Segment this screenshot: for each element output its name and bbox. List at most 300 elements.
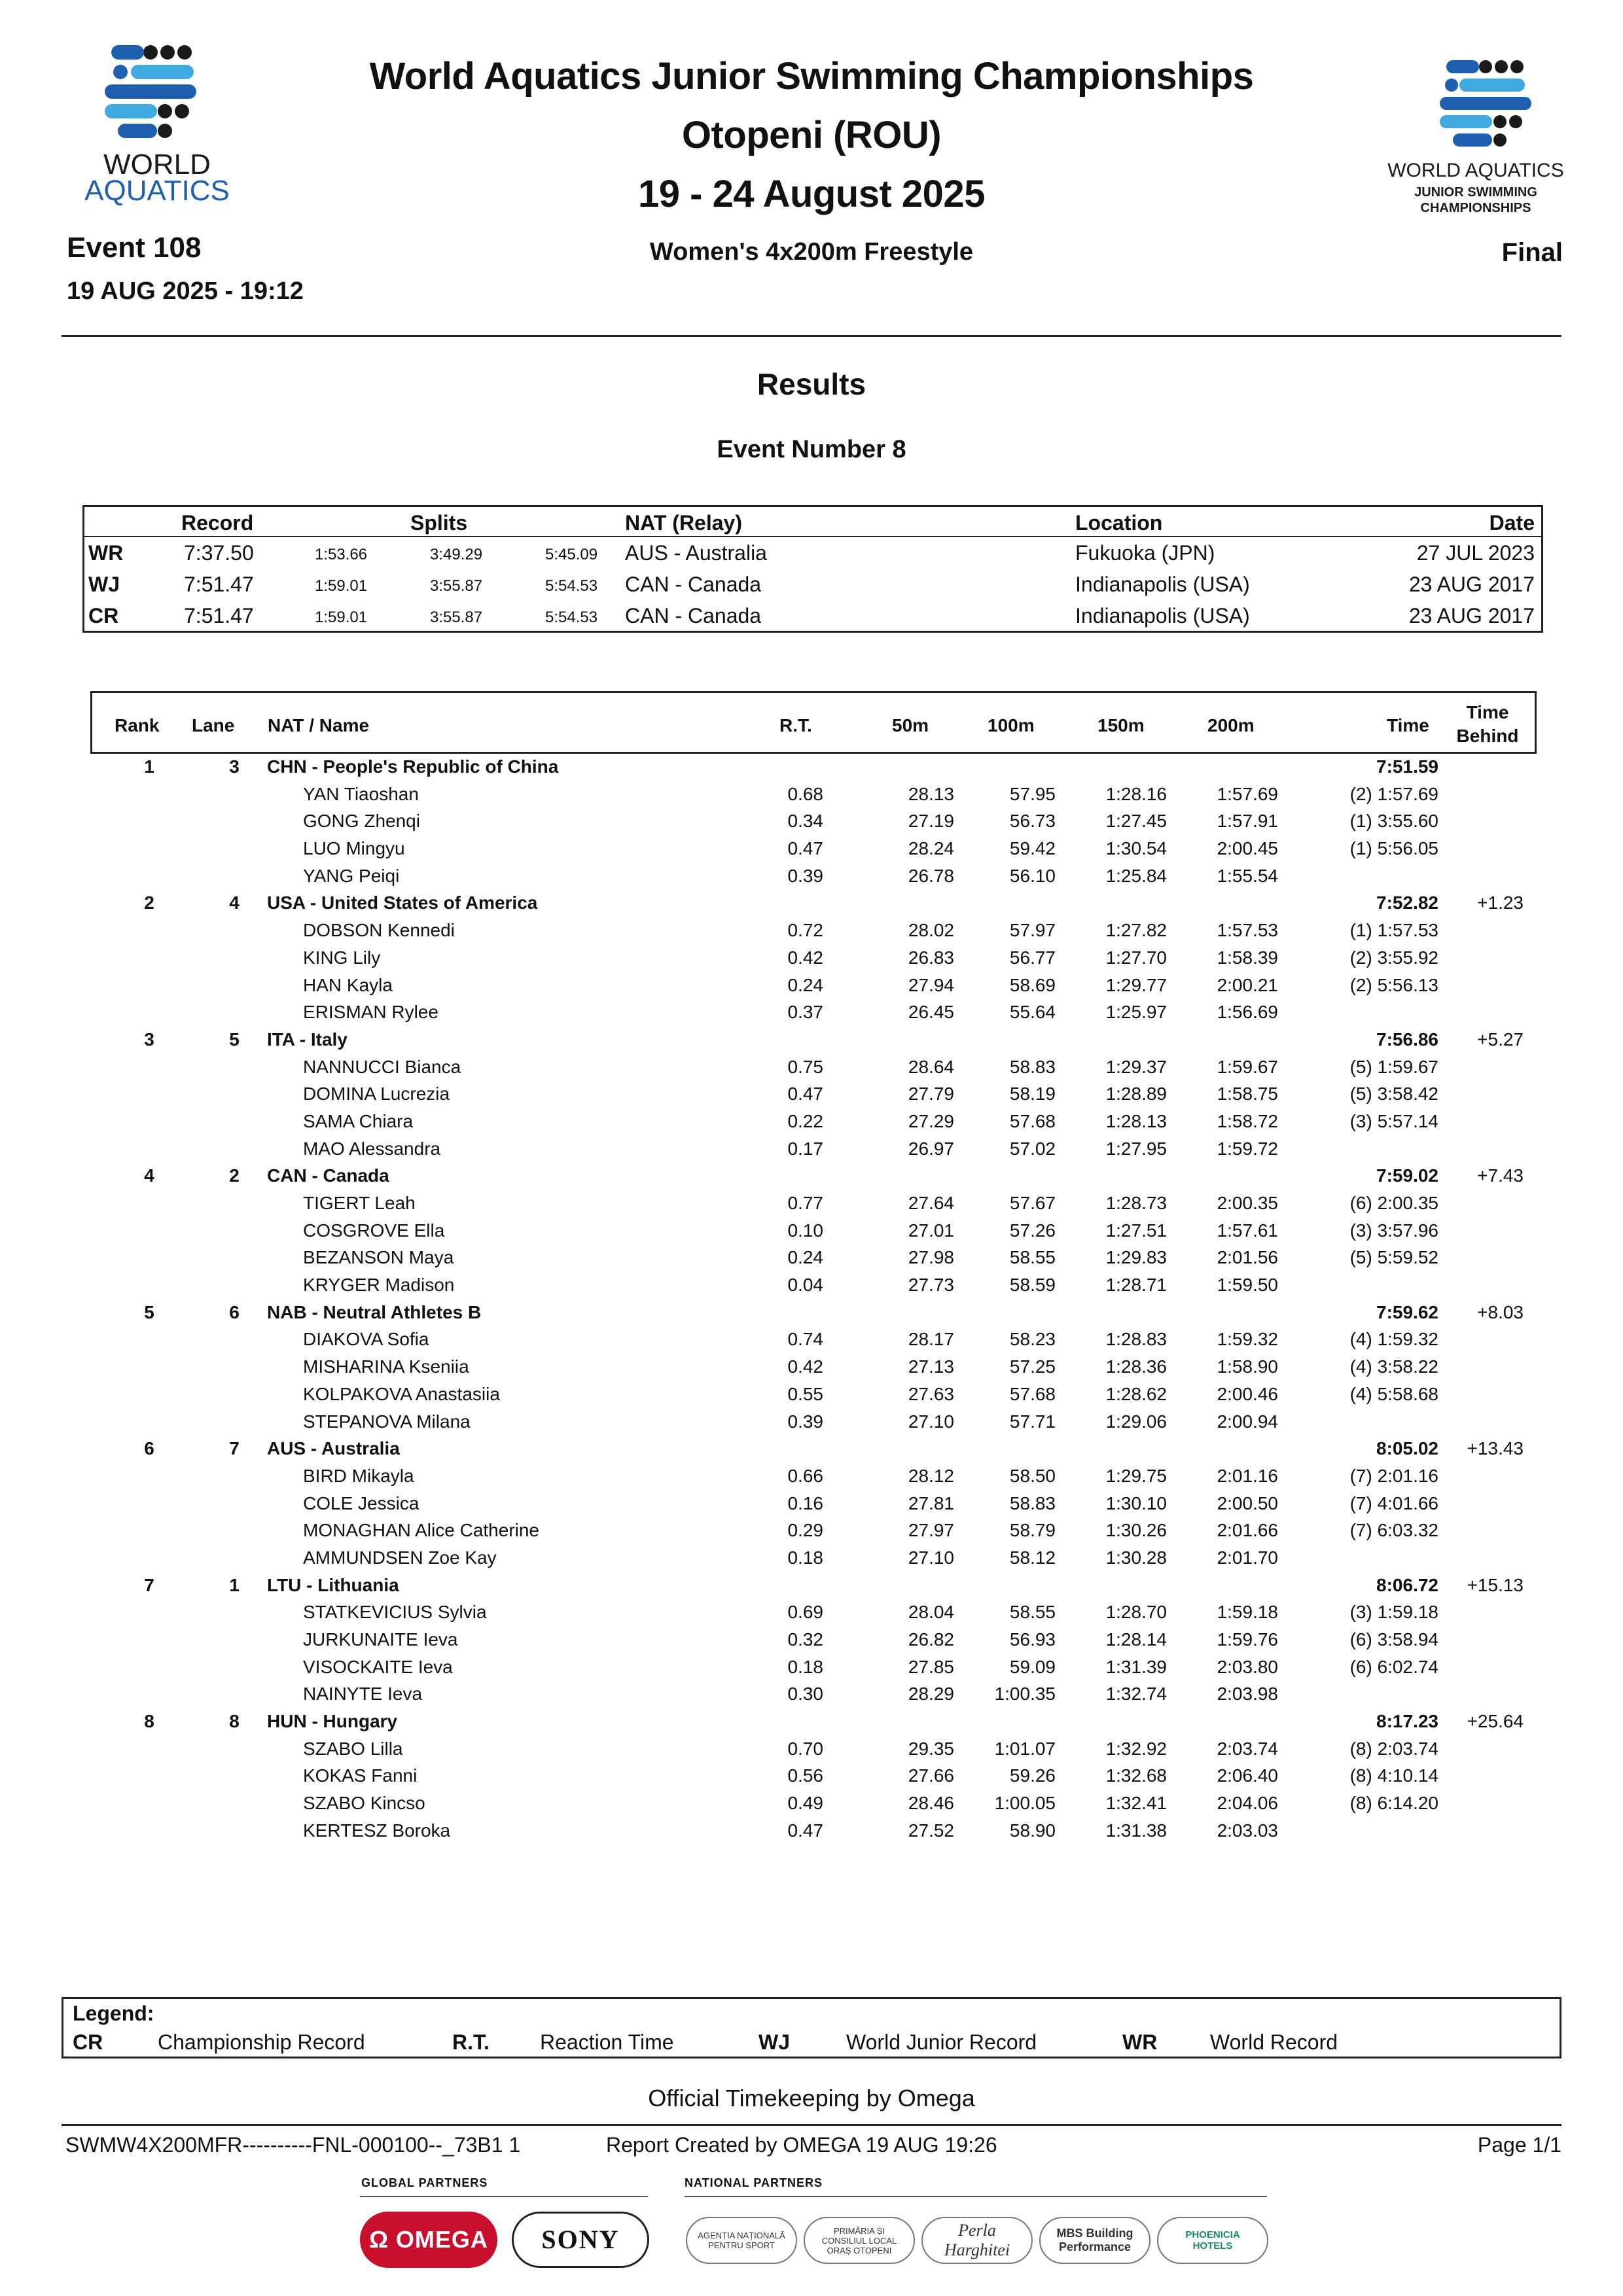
split-m100: 58.50 — [1009, 1465, 1056, 1486]
swimmer-row — [90, 1599, 1537, 1627]
split-m200: 2:06.40 — [1217, 1765, 1278, 1786]
split-m50: 27.63 — [908, 1383, 954, 1404]
header-rt: R.T. — [779, 715, 812, 735]
team-row — [90, 1163, 1537, 1190]
document-code: SWMW4X200MFR----------FNL-000100--_73B1 1 — [65, 2133, 521, 2157]
records-header-nat: NAT (Relay) — [625, 511, 742, 535]
cumulative-time: (6) 6:02.74 — [1349, 1656, 1438, 1677]
split-m100: 56.73 — [1009, 811, 1056, 832]
split-m50: 27.10 — [908, 1547, 954, 1568]
logo-text-world-aquatics: WORLD AQUATICS — [1387, 160, 1564, 181]
team-time-behind: +25.64 — [1467, 1711, 1524, 1732]
split-m200: 1:58.39 — [1217, 947, 1278, 968]
swimmer-name: LUO Mingyu — [303, 838, 405, 859]
legend-code: R.T. — [452, 2030, 490, 2054]
national-partner-mbs-logo: MBS Building Performance — [1039, 2217, 1150, 2264]
record-code: CR — [88, 604, 119, 627]
team-rank: 2 — [144, 892, 154, 913]
swimmer-row — [90, 1491, 1537, 1518]
cumulative-time: (3) 3:57.96 — [1349, 1220, 1438, 1241]
split-m150: 1:28.89 — [1105, 1084, 1167, 1104]
swimmer-name: KRYGER Madison — [303, 1275, 455, 1296]
split-m50: 28.24 — [908, 838, 954, 859]
team-rank: 3 — [144, 1029, 154, 1050]
split-m200: 2:01.56 — [1217, 1247, 1278, 1268]
record-time: 7:37.50 — [184, 541, 254, 565]
record-row — [84, 537, 1541, 569]
split-m150: 1:28.36 — [1105, 1356, 1167, 1377]
team-lane: 1 — [229, 1574, 240, 1595]
cumulative-time: (5) 5:59.52 — [1349, 1247, 1438, 1268]
cumulative-time: (8) 6:14.20 — [1349, 1793, 1438, 1814]
team-nat: CHN - People's Republic of China — [267, 756, 559, 777]
split-m200: 1:58.90 — [1217, 1356, 1278, 1377]
cumulative-time: (1) 5:56.05 — [1349, 838, 1438, 859]
split-m200: 2:00.46 — [1217, 1383, 1278, 1404]
header-50m: 50m — [892, 715, 929, 735]
split-m150: 1:28.73 — [1105, 1193, 1167, 1213]
records-header-splits: Splits — [410, 511, 468, 535]
split-m100: 57.95 — [1009, 783, 1056, 804]
split-m150: 1:29.77 — [1105, 974, 1167, 995]
cumulative-time: (7) 4:01.66 — [1349, 1492, 1438, 1513]
results-table-header — [90, 691, 1537, 754]
records-table — [82, 505, 1543, 633]
results-table-body — [90, 754, 1537, 1845]
split-rt: 0.72 — [787, 920, 823, 941]
split-m100: 59.09 — [1009, 1656, 1056, 1677]
swimmer-row — [90, 1545, 1537, 1572]
split-rt: 0.39 — [787, 865, 823, 886]
split-m150: 1:28.70 — [1105, 1602, 1167, 1623]
split-m100: 57.67 — [1009, 1193, 1056, 1213]
legend-label: World Junior Record — [846, 2030, 1037, 2054]
team-time-behind: +7.43 — [1477, 1165, 1524, 1186]
split-m200: 1:57.69 — [1217, 783, 1278, 804]
swimmer-row — [90, 945, 1537, 972]
swimmer-row — [90, 1108, 1537, 1136]
split-m50: 28.02 — [908, 920, 954, 941]
split-m150: 1:28.71 — [1105, 1275, 1167, 1296]
split-m50: 27.64 — [908, 1193, 954, 1213]
cumulative-time: (2) 5:56.13 — [1349, 974, 1438, 995]
split-m50: 28.46 — [908, 1793, 954, 1814]
swimmer-name: NANNUCCI Bianca — [303, 1056, 461, 1077]
split-m200: 2:03.03 — [1217, 1820, 1278, 1841]
record-split-2: 3:49.29 — [430, 546, 483, 563]
header-lane: Lane — [192, 715, 235, 735]
swimmer-row — [90, 1326, 1537, 1354]
logo-text-aquatics: AQUATICS — [84, 175, 230, 207]
split-m50: 27.01 — [908, 1220, 954, 1241]
split-rt: 0.47 — [787, 838, 823, 859]
team-row — [90, 890, 1537, 917]
logo-text-junior: JUNIOR SWIMMING — [1414, 185, 1537, 200]
record-nat: CAN - Canada — [625, 604, 762, 627]
swimmer-row — [90, 1081, 1537, 1108]
split-rt: 0.66 — [787, 1465, 823, 1486]
logo-dots-icon — [105, 45, 196, 138]
split-rt: 0.39 — [787, 1411, 823, 1432]
split-m150: 1:29.75 — [1105, 1465, 1167, 1486]
record-location: Indianapolis (USA) — [1075, 573, 1250, 596]
swimmer-name: KERTESZ Boroka — [303, 1820, 451, 1841]
swimmer-row — [90, 1136, 1537, 1163]
swimmer-row — [90, 1654, 1537, 1682]
records-header-row — [84, 507, 1541, 537]
cumulative-time: (4) 5:58.68 — [1349, 1383, 1438, 1404]
record-location: Indianapolis (USA) — [1075, 604, 1250, 627]
event-number-heading: Event Number 8 — [717, 436, 906, 463]
swimmer-row — [90, 1190, 1537, 1218]
national-partners-label: NATIONAL PARTNERS — [685, 2176, 823, 2189]
split-m50: 28.17 — [908, 1329, 954, 1350]
split-m200: 2:01.16 — [1217, 1465, 1278, 1486]
team-row — [90, 1299, 1537, 1327]
record-nat: AUS - Australia — [625, 541, 767, 565]
swimmer-name: KOLPAKOVA Anastasiia — [303, 1383, 500, 1404]
team-time: 7:59.62 — [1376, 1301, 1438, 1322]
split-m100: 58.90 — [1009, 1820, 1056, 1841]
split-m200: 1:57.53 — [1217, 920, 1278, 941]
team-time: 8:06.72 — [1376, 1574, 1438, 1595]
header-time: Time — [1387, 715, 1429, 735]
record-date: 23 AUG 2017 — [1408, 573, 1535, 596]
cumulative-time: (6) 2:00.35 — [1349, 1193, 1438, 1213]
record-row — [84, 600, 1541, 631]
split-rt: 0.32 — [787, 1629, 823, 1650]
split-m50: 26.97 — [908, 1138, 954, 1159]
cumulative-time: (4) 3:58.22 — [1349, 1356, 1438, 1377]
cumulative-time: (1) 3:55.60 — [1349, 811, 1438, 832]
team-rank: 7 — [144, 1574, 154, 1595]
swimmer-name: TIGERT Leah — [303, 1193, 416, 1213]
record-split-2: 3:55.87 — [430, 609, 483, 626]
swimmer-name: SAMA Chiara — [303, 1110, 414, 1131]
cumulative-time: (1) 1:57.53 — [1349, 920, 1438, 941]
split-m150: 1:27.45 — [1105, 811, 1167, 832]
split-m100: 58.55 — [1009, 1602, 1056, 1623]
split-m150: 1:25.84 — [1105, 865, 1167, 886]
split-m50: 26.82 — [908, 1629, 954, 1650]
record-split-1: 1:59.01 — [315, 609, 368, 626]
event-name: Women's 4x200m Freestyle — [649, 238, 974, 266]
cumulative-time: (8) 4:10.14 — [1349, 1765, 1438, 1786]
split-m150: 1:28.62 — [1105, 1383, 1167, 1404]
split-m150: 1:32.74 — [1105, 1684, 1167, 1704]
swimmer-name: COSGROVE Ella — [303, 1220, 445, 1241]
split-m200: 1:59.67 — [1217, 1056, 1278, 1077]
swimmer-row — [90, 1409, 1537, 1436]
split-rt: 0.30 — [787, 1684, 823, 1704]
swimmer-row — [90, 1054, 1537, 1082]
split-m200: 2:00.50 — [1217, 1492, 1278, 1513]
split-rt: 0.55 — [787, 1383, 823, 1404]
swimmer-name: SZABO Lilla — [303, 1738, 403, 1759]
event-datetime: 19 AUG 2025 - 19:12 — [67, 277, 304, 305]
split-m200: 2:01.66 — [1217, 1520, 1278, 1541]
legend-label: Championship Record — [158, 2030, 365, 2054]
team-time-behind: +15.13 — [1467, 1574, 1524, 1595]
team-nat: LTU - Lithuania — [267, 1574, 399, 1595]
cumulative-time: (6) 3:58.94 — [1349, 1629, 1438, 1650]
split-m100: 58.55 — [1009, 1247, 1056, 1268]
swimmer-name: BIRD Mikayla — [303, 1465, 414, 1486]
swimmer-name: ERISMAN Rylee — [303, 1002, 438, 1023]
team-rank: 1 — [144, 756, 154, 777]
logo-text-championships: CHAMPIONSHIPS — [1420, 201, 1531, 215]
split-m50: 27.81 — [908, 1492, 954, 1513]
team-time-behind: +5.27 — [1477, 1029, 1524, 1050]
split-m50: 26.45 — [908, 1002, 954, 1023]
split-m150: 1:27.82 — [1105, 920, 1167, 941]
split-m150: 1:28.13 — [1105, 1110, 1167, 1131]
swimmer-name: NAINYTE Ieva — [303, 1684, 423, 1704]
swimmer-name: STEPANOVA Milana — [303, 1411, 471, 1432]
split-m150: 1:27.95 — [1105, 1138, 1167, 1159]
split-m150: 1:30.10 — [1105, 1492, 1167, 1513]
national-partner-ans-logo: AGENȚIA NAȚIONALĂ PENTRU SPORT — [686, 2217, 797, 2264]
split-m50: 29.35 — [908, 1738, 954, 1759]
split-m150: 1:31.39 — [1105, 1656, 1167, 1677]
swimmer-name: DIAKOVA Sofia — [303, 1329, 429, 1350]
split-m200: 2:00.21 — [1217, 974, 1278, 995]
report-created: Report Created by OMEGA 19 AUG 19:26 — [606, 2133, 997, 2157]
header-rank: Rank — [115, 715, 160, 735]
team-nat: AUS - Australia — [267, 1438, 400, 1459]
split-rt: 0.74 — [787, 1329, 823, 1350]
split-m150: 1:27.51 — [1105, 1220, 1167, 1241]
cumulative-time: (5) 1:59.67 — [1349, 1056, 1438, 1077]
record-split-2: 3:55.87 — [430, 577, 483, 595]
split-m100: 56.10 — [1009, 865, 1056, 886]
split-m50: 26.83 — [908, 947, 954, 968]
split-m150: 1:28.83 — [1105, 1329, 1167, 1350]
split-m100: 59.26 — [1009, 1765, 1056, 1786]
split-rt: 0.69 — [787, 1602, 823, 1623]
split-m50: 27.66 — [908, 1765, 954, 1786]
event-phase: Final — [1501, 238, 1563, 267]
split-m100: 56.93 — [1009, 1629, 1056, 1650]
team-row — [90, 1572, 1537, 1600]
swimmer-row — [90, 781, 1537, 809]
national-partner-perla-logo: Perla Harghitei — [921, 2217, 1033, 2264]
swimmer-name: DOMINA Lucrezia — [303, 1084, 450, 1104]
swimmer-row — [90, 808, 1537, 836]
swimmer-row — [90, 1736, 1537, 1763]
split-m200: 2:00.45 — [1217, 838, 1278, 859]
swimmer-row — [90, 1463, 1537, 1491]
team-time: 7:59.02 — [1376, 1165, 1438, 1186]
legend-title: Legend: — [73, 2002, 154, 2025]
junior-championships-logo-right — [1361, 59, 1590, 222]
record-split-3: 5:54.53 — [545, 609, 598, 626]
split-m200: 2:03.80 — [1217, 1656, 1278, 1677]
record-split-3: 5:45.09 — [545, 546, 598, 563]
split-m150: 1:25.97 — [1105, 1002, 1167, 1023]
team-time-behind: +8.03 — [1477, 1301, 1524, 1322]
record-nat: CAN - Canada — [625, 573, 762, 596]
global-partners-divider — [360, 2196, 648, 2197]
split-m100: 57.02 — [1009, 1138, 1056, 1159]
split-m100: 57.25 — [1009, 1356, 1056, 1377]
legend-label: Reaction Time — [540, 2030, 674, 2054]
split-m50: 27.29 — [908, 1110, 954, 1131]
team-nat: CAN - Canada — [267, 1165, 389, 1186]
split-m50: 28.13 — [908, 783, 954, 804]
swimmer-name: VISOCKAITE Ieva — [303, 1656, 453, 1677]
split-m200: 1:58.72 — [1217, 1110, 1278, 1131]
split-m100: 58.69 — [1009, 974, 1056, 995]
swimmer-name: MISHARINA Kseniia — [303, 1356, 469, 1377]
split-m200: 2:04.06 — [1217, 1793, 1278, 1814]
team-row — [90, 1708, 1537, 1736]
split-m200: 2:03.74 — [1217, 1738, 1278, 1759]
logo-dots-icon — [1440, 60, 1531, 147]
header-150m: 150m — [1097, 715, 1145, 735]
national-partner-otopeni-logo: PRIMĂRIA ȘI CONSILIUL LOCAL ORAȘ OTOPENI — [804, 2217, 915, 2264]
team-time: 8:17.23 — [1376, 1711, 1438, 1732]
swimmer-row — [90, 1818, 1537, 1845]
split-m100: 57.26 — [1009, 1220, 1056, 1241]
split-m150: 1:29.83 — [1105, 1247, 1167, 1268]
timekeeping-credit: Official Timekeeping by Omega — [648, 2085, 975, 2111]
team-nat: USA - United States of America — [267, 892, 538, 913]
sony-partner-logo: SONY — [512, 2212, 649, 2268]
team-nat: HUN - Hungary — [267, 1711, 398, 1732]
split-m100: 56.77 — [1009, 947, 1056, 968]
split-m50: 27.98 — [908, 1247, 954, 1268]
title-line-venue: Otopeni (ROU) — [681, 114, 942, 156]
cumulative-time: (3) 1:59.18 — [1349, 1602, 1438, 1623]
swimmer-name: AMMUNDSEN Zoe Kay — [303, 1547, 497, 1568]
team-lane: 3 — [229, 756, 240, 777]
split-rt: 0.24 — [787, 1247, 823, 1268]
split-m50: 27.94 — [908, 974, 954, 995]
split-m200: 2:00.35 — [1217, 1193, 1278, 1213]
team-time-behind: +13.43 — [1467, 1438, 1524, 1459]
records-header-date: Date — [1489, 511, 1535, 535]
swimmer-name: COLE Jessica — [303, 1492, 419, 1513]
swimmer-row — [90, 1681, 1537, 1708]
split-m200: 1:57.61 — [1217, 1220, 1278, 1241]
swimmer-name: YANG Peiqi — [303, 865, 400, 886]
cumulative-time: (5) 3:58.42 — [1349, 1084, 1438, 1104]
team-time: 8:05.02 — [1376, 1438, 1438, 1459]
split-m150: 1:30.28 — [1105, 1547, 1167, 1568]
legend-box — [62, 1997, 1561, 2058]
header-time-behind-2: Behind — [1456, 726, 1519, 746]
omega-partner-logo: Ω OMEGA — [360, 2212, 497, 2268]
split-m100: 55.64 — [1009, 1002, 1056, 1023]
records-header-record: Record — [181, 511, 254, 535]
split-rt: 0.70 — [787, 1738, 823, 1759]
split-m150: 1:28.14 — [1105, 1629, 1167, 1650]
split-m50: 28.64 — [908, 1056, 954, 1077]
team-row — [90, 1027, 1537, 1054]
swimmer-row — [90, 1218, 1537, 1245]
team-row — [90, 754, 1537, 781]
split-rt: 0.17 — [787, 1138, 823, 1159]
swimmer-name: STATKEVICIUS Sylvia — [303, 1602, 487, 1623]
split-m150: 1:28.16 — [1105, 783, 1167, 804]
swimmer-row — [90, 1245, 1537, 1272]
team-time: 7:56.86 — [1376, 1029, 1438, 1050]
split-rt: 0.24 — [787, 974, 823, 995]
split-rt: 0.34 — [787, 811, 823, 832]
global-partners-label: GLOBAL PARTNERS — [361, 2176, 488, 2189]
swimmer-row — [90, 972, 1537, 1000]
split-m200: 1:55.54 — [1217, 865, 1278, 886]
swimmer-name: JURKUNAITE Ieva — [303, 1629, 458, 1650]
split-rt: 0.49 — [787, 1793, 823, 1814]
legend-code: CR — [73, 2030, 103, 2054]
swimmer-row — [90, 1790, 1537, 1818]
header-200m: 200m — [1207, 715, 1255, 735]
split-m150: 1:30.54 — [1105, 838, 1167, 859]
record-date: 27 JUL 2023 — [1416, 541, 1535, 565]
swimmer-name: YAN Tiaoshan — [303, 783, 419, 804]
team-lane: 8 — [229, 1711, 240, 1732]
swimmer-row — [90, 999, 1537, 1027]
team-rank: 8 — [144, 1711, 154, 1732]
cumulative-time: (4) 1:59.32 — [1349, 1329, 1438, 1350]
national-partner-phoenicia-logo: PHOENICIA HOTELS — [1157, 2217, 1268, 2264]
split-m150: 1:29.37 — [1105, 1056, 1167, 1077]
split-m100: 57.68 — [1009, 1383, 1056, 1404]
split-m150: 1:32.41 — [1105, 1793, 1167, 1814]
split-m100: 58.59 — [1009, 1275, 1056, 1296]
team-lane: 5 — [229, 1029, 240, 1050]
split-m200: 1:59.72 — [1217, 1138, 1278, 1159]
swimmer-name: BEZANSON Maya — [303, 1247, 454, 1268]
split-m50: 26.78 — [908, 865, 954, 886]
split-m50: 27.13 — [908, 1356, 954, 1377]
swimmer-name: SZABO Kincso — [303, 1793, 425, 1814]
records-header-location: Location — [1075, 511, 1163, 535]
split-m50: 27.73 — [908, 1275, 954, 1296]
world-aquatics-logo-left — [65, 43, 249, 207]
page-number: Page 1/1 — [1477, 2133, 1561, 2157]
record-split-1: 1:59.01 — [315, 577, 368, 595]
swimmer-name: GONG Zhenqi — [303, 811, 420, 832]
split-m200: 1:59.76 — [1217, 1629, 1278, 1650]
split-rt: 0.16 — [787, 1492, 823, 1513]
footer-divider — [62, 2124, 1561, 2126]
swimmer-row — [90, 1627, 1537, 1654]
split-rt: 0.75 — [787, 1056, 823, 1077]
logo-text-world: WORLD — [103, 149, 211, 181]
split-m200: 2:00.94 — [1217, 1411, 1278, 1432]
split-m50: 27.52 — [908, 1820, 954, 1841]
cumulative-time: (3) 5:57.14 — [1349, 1110, 1438, 1131]
page-title — [327, 47, 1296, 224]
split-m100: 58.12 — [1009, 1547, 1056, 1568]
national-partners-divider — [685, 2196, 1267, 2197]
cumulative-time: (2) 1:57.69 — [1349, 783, 1438, 804]
swimmer-row — [90, 863, 1537, 891]
header-divider — [62, 335, 1561, 337]
record-split-3: 5:54.53 — [545, 577, 598, 595]
split-m150: 1:32.92 — [1105, 1738, 1167, 1759]
team-rank: 5 — [144, 1301, 154, 1322]
split-m200: 1:59.50 — [1217, 1275, 1278, 1296]
split-m100: 58.83 — [1009, 1056, 1056, 1077]
team-lane: 4 — [229, 892, 240, 913]
split-rt: 0.47 — [787, 1820, 823, 1841]
split-rt: 0.04 — [787, 1275, 823, 1296]
record-location: Fukuoka (JPN) — [1075, 541, 1215, 565]
